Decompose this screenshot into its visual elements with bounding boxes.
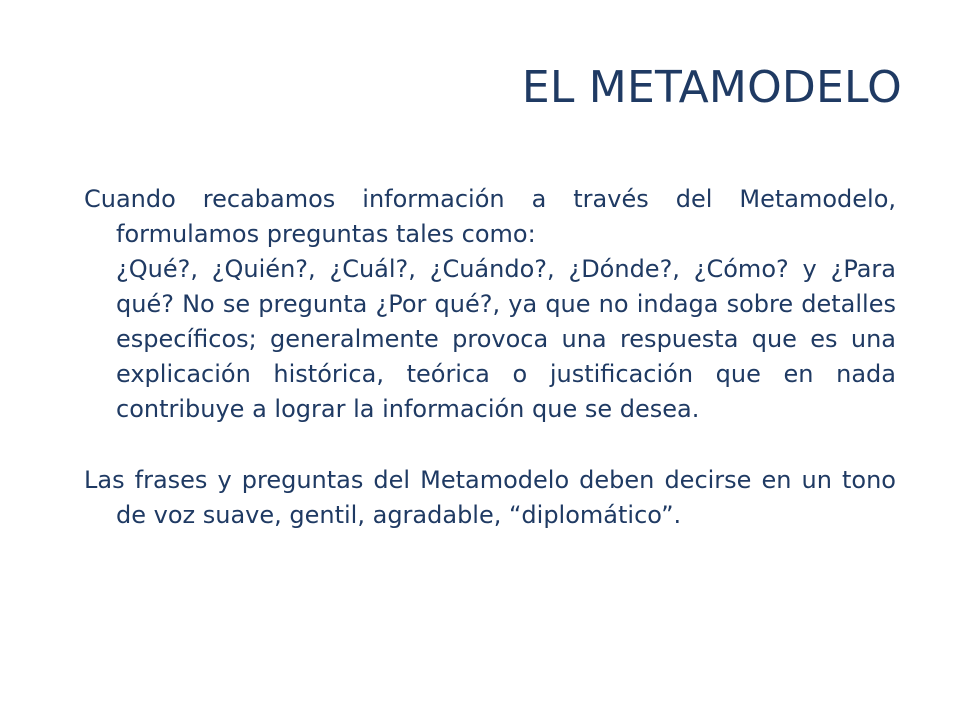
paragraph-spacer	[84, 427, 896, 463]
paragraph-tone: Las frases y preguntas del Metamodelo deben decirse en un tono de voz suave, gentil, agradable, “diplomático”.	[84, 466, 896, 529]
slide-title: EL METAMODELO	[521, 62, 902, 113]
paragraph-detail: ¿Qué?, ¿Quién?, ¿Cuál?, ¿Cuándo?, ¿Dónde?, ¿Cómo? y ¿Para qué? No se pregunta ¿Por qué?, ya que no indaga sobre detalles específicos; generalmente provoca una respuesta que es una explicación histórica, teórica o justificación que en nada contribuye a lograr la información que se desea.	[116, 255, 896, 423]
paragraph-intro: Cuando recabamos información a través del Metamodelo, formulamos preguntas tales como:	[84, 185, 896, 248]
slide-body	[84, 182, 896, 533]
